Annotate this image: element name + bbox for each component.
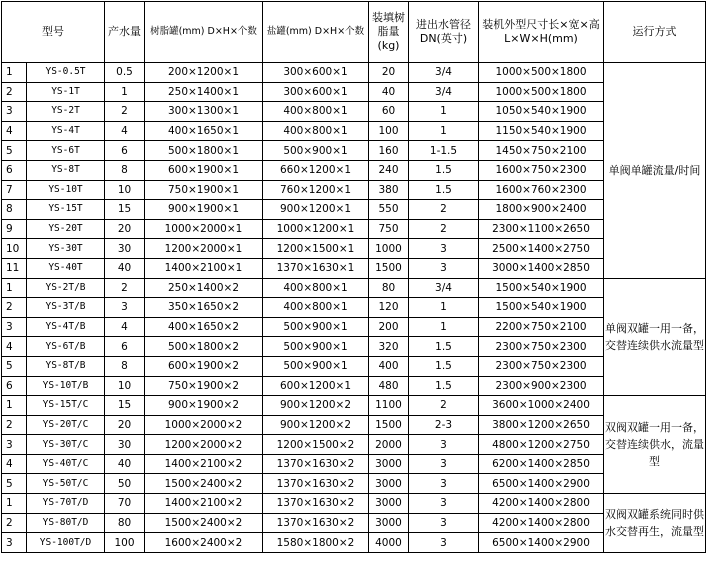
resin-fill-cell: 240 — [369, 160, 409, 180]
salt-tank-cell: 400×800×1 — [263, 102, 369, 122]
row-index: 4 — [2, 337, 27, 357]
header-row — [2, 2, 706, 63]
table-row — [2, 435, 706, 455]
header-mode: 运行方式 — [604, 2, 706, 63]
resin-fill-cell: 20 — [369, 63, 409, 83]
resin-fill-cell: 80 — [369, 278, 409, 298]
salt-tank-cell: 500×900×1 — [263, 141, 369, 161]
table-row — [2, 298, 706, 318]
output-cell: 30 — [105, 435, 145, 455]
table-row — [2, 396, 706, 416]
row-index: 5 — [2, 474, 27, 494]
salt-tank-cell: 600×1200×1 — [263, 376, 369, 396]
resin-fill-cell: 1500 — [369, 258, 409, 278]
resin-tank-cell: 750×1900×2 — [145, 376, 263, 396]
salt-tank-cell: 660×1200×1 — [263, 160, 369, 180]
table-row — [2, 415, 706, 435]
row-index: 1 — [2, 278, 27, 298]
resin-tank-cell: 300×1300×1 — [145, 102, 263, 122]
salt-tank-cell: 400×800×1 — [263, 121, 369, 141]
row-index: 1 — [2, 396, 27, 416]
table-row — [2, 219, 706, 239]
pipe-cell: 3 — [409, 533, 479, 553]
size-cell: 2300×900×2300 — [479, 376, 604, 396]
table-row — [2, 513, 706, 533]
pipe-cell: 3 — [409, 474, 479, 494]
table-row — [2, 474, 706, 494]
pipe-cell: 3 — [409, 239, 479, 259]
salt-tank-cell: 900×1200×2 — [263, 415, 369, 435]
resin-tank-cell: 750×1900×1 — [145, 180, 263, 200]
pipe-cell: 1.5 — [409, 180, 479, 200]
model-cell: YS-6T — [27, 141, 105, 161]
size-cell: 6500×1400×2900 — [479, 533, 604, 553]
pipe-cell: 1.5 — [409, 160, 479, 180]
salt-tank-cell: 1370×1630×2 — [263, 513, 369, 533]
resin-tank-cell: 200×1200×1 — [145, 63, 263, 83]
pipe-cell: 1-1.5 — [409, 141, 479, 161]
resin-fill-cell: 100 — [369, 121, 409, 141]
size-cell: 1000×500×1800 — [479, 63, 604, 83]
row-index: 2 — [2, 513, 27, 533]
output-cell: 70 — [105, 494, 145, 514]
resin-tank-cell: 500×1800×1 — [145, 141, 263, 161]
size-cell: 2500×1400×2750 — [479, 239, 604, 259]
table-row — [2, 317, 706, 337]
table-row — [2, 180, 706, 200]
output-cell: 20 — [105, 415, 145, 435]
resin-tank-cell: 1500×2400×2 — [145, 513, 263, 533]
model-cell: YS-3T/B — [27, 298, 105, 318]
salt-tank-cell: 400×800×1 — [263, 298, 369, 318]
model-cell: YS-4T — [27, 121, 105, 141]
output-cell: 10 — [105, 180, 145, 200]
pipe-cell: 3 — [409, 435, 479, 455]
model-cell: YS-20T — [27, 219, 105, 239]
salt-tank-cell: 500×900×1 — [263, 317, 369, 337]
header-pipe: 进出水管径DN(英寸) — [409, 2, 479, 63]
size-cell: 1450×750×2100 — [479, 141, 604, 161]
resin-tank-cell: 600×1900×1 — [145, 160, 263, 180]
output-cell: 6 — [105, 141, 145, 161]
table-row — [2, 454, 706, 474]
output-cell: 50 — [105, 474, 145, 494]
size-cell: 6500×1400×2900 — [479, 474, 604, 494]
resin-tank-cell: 1200×2000×1 — [145, 239, 263, 259]
output-cell: 80 — [105, 513, 145, 533]
resin-fill-cell: 2000 — [369, 435, 409, 455]
operation-mode-cell: 双阀双罐一用一备，交替连续供水，流量型 — [604, 396, 706, 494]
table-row — [2, 141, 706, 161]
resin-tank-cell: 1600×2400×2 — [145, 533, 263, 553]
salt-tank-cell: 760×1200×1 — [263, 180, 369, 200]
resin-tank-cell: 1000×2000×1 — [145, 219, 263, 239]
table-row — [2, 337, 706, 357]
size-cell: 2300×750×2300 — [479, 356, 604, 376]
resin-fill-cell: 550 — [369, 200, 409, 220]
pipe-cell: 2 — [409, 219, 479, 239]
resin-fill-cell: 400 — [369, 356, 409, 376]
pipe-cell: 3 — [409, 494, 479, 514]
model-cell: YS-50T/C — [27, 474, 105, 494]
resin-tank-cell: 400×1650×1 — [145, 121, 263, 141]
resin-tank-cell: 900×1900×2 — [145, 396, 263, 416]
model-cell: YS-40T/C — [27, 454, 105, 474]
resin-tank-cell: 250×1400×1 — [145, 82, 263, 102]
model-cell: YS-40T — [27, 258, 105, 278]
output-cell: 15 — [105, 200, 145, 220]
pipe-cell: 1.5 — [409, 376, 479, 396]
salt-tank-cell: 400×800×1 — [263, 278, 369, 298]
operation-mode-cell: 单阀单罐流量/时间 — [604, 63, 706, 279]
resin-tank-cell: 900×1900×1 — [145, 200, 263, 220]
model-cell: YS-8T/B — [27, 356, 105, 376]
resin-fill-cell: 480 — [369, 376, 409, 396]
resin-fill-cell: 3000 — [369, 513, 409, 533]
model-cell: YS-4T/B — [27, 317, 105, 337]
table-row — [2, 102, 706, 122]
row-index: 2 — [2, 82, 27, 102]
output-cell: 2 — [105, 102, 145, 122]
resin-fill-cell: 160 — [369, 141, 409, 161]
resin-tank-cell: 1000×2000×2 — [145, 415, 263, 435]
resin-tank-cell: 1400×2100×2 — [145, 454, 263, 474]
size-cell: 2300×1100×2650 — [479, 219, 604, 239]
model-cell: YS-1T — [27, 82, 105, 102]
model-cell: YS-15T/C — [27, 396, 105, 416]
salt-tank-cell: 900×1200×2 — [263, 396, 369, 416]
output-cell: 2 — [105, 278, 145, 298]
size-cell: 2300×750×2300 — [479, 337, 604, 357]
pipe-cell: 1.5 — [409, 337, 479, 357]
resin-fill-cell: 60 — [369, 102, 409, 122]
model-cell: YS-70T/D — [27, 494, 105, 514]
resin-fill-cell: 380 — [369, 180, 409, 200]
row-index: 5 — [2, 356, 27, 376]
model-cell: YS-10T/B — [27, 376, 105, 396]
resin-tank-cell: 1400×2100×1 — [145, 258, 263, 278]
resin-fill-cell: 3000 — [369, 494, 409, 514]
size-cell: 1800×900×2400 — [479, 200, 604, 220]
spec-table — [1, 1, 706, 553]
resin-tank-cell: 500×1800×2 — [145, 337, 263, 357]
model-cell: YS-2T/B — [27, 278, 105, 298]
row-index: 3 — [2, 102, 27, 122]
model-cell: YS-6T/B — [27, 337, 105, 357]
row-index: 1 — [2, 494, 27, 514]
table-row — [2, 121, 706, 141]
output-cell: 15 — [105, 396, 145, 416]
row-index: 3 — [2, 533, 27, 553]
pipe-cell: 2 — [409, 200, 479, 220]
output-cell: 4 — [105, 317, 145, 337]
salt-tank-cell: 1200×1500×1 — [263, 239, 369, 259]
row-index: 11 — [2, 258, 27, 278]
table-row — [2, 160, 706, 180]
operation-mode-cell: 单阀双罐一用一备，交替连续供水流量型 — [604, 278, 706, 396]
resin-fill-cell: 1500 — [369, 415, 409, 435]
header-resin-tank: 树脂罐(mm) D×H×个数 — [145, 2, 263, 63]
size-cell: 3800×1200×2650 — [479, 415, 604, 435]
salt-tank-cell: 500×900×1 — [263, 356, 369, 376]
pipe-cell: 1 — [409, 317, 479, 337]
salt-tank-cell: 1370×1630×2 — [263, 454, 369, 474]
salt-tank-cell: 1000×1200×1 — [263, 219, 369, 239]
table-row — [2, 533, 706, 553]
model-cell: YS-15T — [27, 200, 105, 220]
resin-tank-cell: 1400×2100×2 — [145, 494, 263, 514]
header-size: 装机外型尺寸长×宽×高 L×W×H(mm) — [479, 2, 604, 63]
operation-mode-cell: 双阀双罐系统同时供水交替再生，流量型 — [604, 494, 706, 553]
table-row — [2, 494, 706, 514]
pipe-cell: 2 — [409, 396, 479, 416]
output-cell: 8 — [105, 356, 145, 376]
output-cell: 40 — [105, 454, 145, 474]
pipe-cell: 1 — [409, 298, 479, 318]
pipe-cell: 3 — [409, 513, 479, 533]
size-cell: 1050×540×1900 — [479, 102, 604, 122]
size-cell: 1500×540×1900 — [479, 278, 604, 298]
salt-tank-cell: 1370×1630×2 — [263, 494, 369, 514]
resin-tank-cell: 400×1650×2 — [145, 317, 263, 337]
row-index: 9 — [2, 219, 27, 239]
size-cell: 1500×540×1900 — [479, 298, 604, 318]
header-salt-tank: 盐罐(mm) D×H×个数 — [263, 2, 369, 63]
row-index: 3 — [2, 317, 27, 337]
row-index: 4 — [2, 454, 27, 474]
table-row — [2, 82, 706, 102]
output-cell: 1 — [105, 82, 145, 102]
salt-tank-cell: 300×600×1 — [263, 63, 369, 83]
header-output: 产水量 — [105, 2, 145, 63]
resin-fill-cell: 4000 — [369, 533, 409, 553]
salt-tank-cell: 500×900×1 — [263, 337, 369, 357]
pipe-cell: 1 — [409, 102, 479, 122]
salt-tank-cell: 1200×1500×2 — [263, 435, 369, 455]
size-cell: 1000×500×1800 — [479, 82, 604, 102]
pipe-cell: 3/4 — [409, 278, 479, 298]
resin-fill-cell: 40 — [369, 82, 409, 102]
output-cell: 20 — [105, 219, 145, 239]
resin-fill-cell: 200 — [369, 317, 409, 337]
row-index: 8 — [2, 200, 27, 220]
header-resin-fill: 装填树脂量(kg) — [369, 2, 409, 63]
salt-tank-cell: 1370×1630×2 — [263, 474, 369, 494]
output-cell: 0.5 — [105, 63, 145, 83]
resin-fill-cell: 750 — [369, 219, 409, 239]
resin-fill-cell: 1100 — [369, 396, 409, 416]
table-row — [2, 278, 706, 298]
resin-tank-cell: 600×1900×2 — [145, 356, 263, 376]
pipe-cell: 1 — [409, 121, 479, 141]
row-index: 2 — [2, 298, 27, 318]
row-index: 6 — [2, 376, 27, 396]
table-row — [2, 200, 706, 220]
salt-tank-cell: 1580×1800×2 — [263, 533, 369, 553]
pipe-cell: 2-3 — [409, 415, 479, 435]
salt-tank-cell: 900×1200×1 — [263, 200, 369, 220]
size-cell: 4200×1400×2800 — [479, 494, 604, 514]
pipe-cell: 3 — [409, 258, 479, 278]
output-cell: 40 — [105, 258, 145, 278]
model-cell: YS-30T/C — [27, 435, 105, 455]
row-index: 2 — [2, 415, 27, 435]
salt-tank-cell: 1370×1630×1 — [263, 258, 369, 278]
size-cell: 1600×760×2300 — [479, 180, 604, 200]
output-cell: 4 — [105, 121, 145, 141]
output-cell: 3 — [105, 298, 145, 318]
model-cell: YS-80T/D — [27, 513, 105, 533]
row-index: 7 — [2, 180, 27, 200]
output-cell: 10 — [105, 376, 145, 396]
model-cell: YS-2T — [27, 102, 105, 122]
model-cell: YS-10T — [27, 180, 105, 200]
header-model: 型号 — [2, 2, 105, 63]
resin-fill-cell: 3000 — [369, 474, 409, 494]
resin-fill-cell: 1000 — [369, 239, 409, 259]
output-cell: 6 — [105, 337, 145, 357]
pipe-cell: 3/4 — [409, 82, 479, 102]
row-index: 3 — [2, 435, 27, 455]
resin-tank-cell: 250×1400×2 — [145, 278, 263, 298]
output-cell: 100 — [105, 533, 145, 553]
model-cell: YS-0.5T — [27, 63, 105, 83]
output-cell: 30 — [105, 239, 145, 259]
resin-tank-cell: 1200×2000×2 — [145, 435, 263, 455]
pipe-cell: 3 — [409, 454, 479, 474]
model-cell: YS-30T — [27, 239, 105, 259]
row-index: 5 — [2, 141, 27, 161]
row-index: 10 — [2, 239, 27, 259]
size-cell: 1150×540×1900 — [479, 121, 604, 141]
size-cell: 3600×1000×2400 — [479, 396, 604, 416]
size-cell: 1600×750×2300 — [479, 160, 604, 180]
row-index: 6 — [2, 160, 27, 180]
resin-fill-cell: 3000 — [369, 454, 409, 474]
output-cell: 8 — [105, 160, 145, 180]
table-row — [2, 356, 706, 376]
size-cell: 4800×1200×2750 — [479, 435, 604, 455]
resin-fill-cell: 120 — [369, 298, 409, 318]
model-cell: YS-100T/D — [27, 533, 105, 553]
table-row — [2, 376, 706, 396]
size-cell: 6200×1400×2850 — [479, 454, 604, 474]
row-index: 1 — [2, 63, 27, 83]
resin-tank-cell: 350×1650×2 — [145, 298, 263, 318]
model-cell: YS-20T/C — [27, 415, 105, 435]
salt-tank-cell: 300×600×1 — [263, 82, 369, 102]
table-row — [2, 239, 706, 259]
size-cell: 2200×750×2100 — [479, 317, 604, 337]
table-body — [2, 63, 706, 553]
resin-tank-cell: 1500×2400×2 — [145, 474, 263, 494]
pipe-cell: 3/4 — [409, 63, 479, 83]
table-row — [2, 258, 706, 278]
row-index: 4 — [2, 121, 27, 141]
model-cell: YS-8T — [27, 160, 105, 180]
table-row — [2, 63, 706, 83]
pipe-cell: 1.5 — [409, 356, 479, 376]
size-cell: 3000×1400×2850 — [479, 258, 604, 278]
resin-fill-cell: 320 — [369, 337, 409, 357]
size-cell: 4200×1400×2800 — [479, 513, 604, 533]
